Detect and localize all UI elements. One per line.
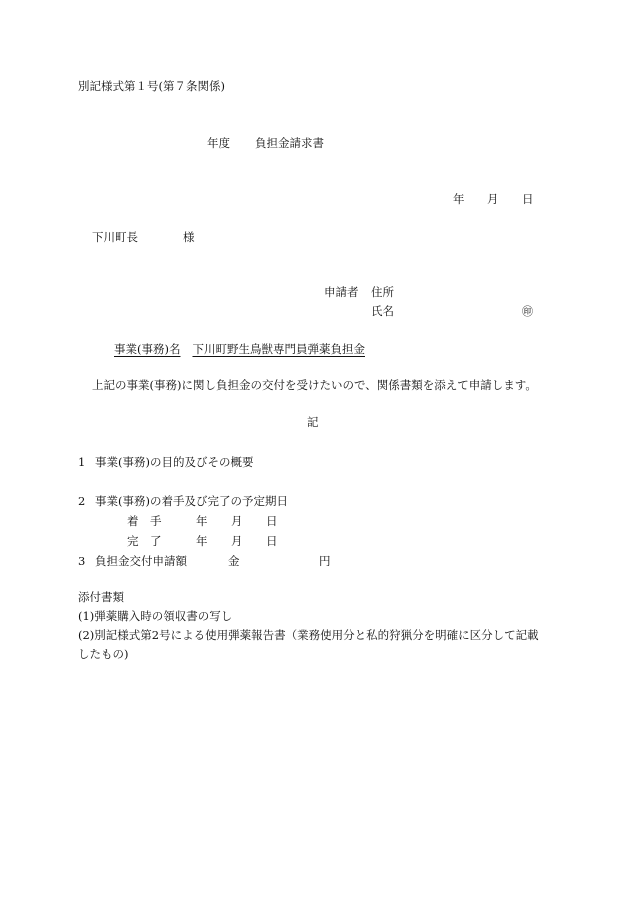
end-year-label: 年: [196, 534, 208, 548]
date-day-label: 日: [522, 192, 534, 206]
attachment-item-1: (1)弾薬購入時の領収書の写し: [78, 609, 233, 623]
start-month-label: 月: [231, 514, 243, 528]
ki-heading: 記: [307, 415, 319, 429]
attachment-item-2-continued: したもの): [78, 647, 129, 661]
item1-number: 1: [78, 455, 86, 469]
project-line: [114, 344, 365, 356]
attachment-item-2: (2)別記様式第2号による使用弾薬報告書（業務使用分と私的狩猟分を明確に区分して記載: [78, 628, 539, 642]
item3-text: 負担金交付申請額: [95, 554, 187, 568]
document-title: 負担金請求書: [255, 136, 324, 150]
end-label: 完 了: [127, 534, 162, 548]
start-year-label: 年: [196, 514, 208, 528]
fiscal-year-label: 年度: [207, 136, 230, 150]
project-label: 事業(事務)名: [114, 342, 181, 356]
date-month-label: 月: [487, 192, 499, 206]
addressee-name: 下川町長: [92, 230, 138, 244]
date-year-label: 年: [453, 192, 465, 206]
applicant-address-label: 住所: [371, 285, 394, 299]
form-number: 別記様式第１号(第７条関係): [78, 79, 225, 93]
request-sentence: 上記の事業(事務)に関し負担金の交付を受けたいので、関係書類を添えて申請します。: [92, 378, 537, 392]
item2-number: 2: [78, 494, 86, 508]
item2-text: 事業(事務)の着手及び完了の予定期日: [95, 494, 288, 508]
end-month-label: 月: [231, 534, 243, 548]
addressee-honorific: 様: [183, 230, 195, 244]
end-day-label: 日: [266, 534, 278, 548]
amount-yen-label: 円: [319, 554, 331, 568]
start-label: 着 手: [127, 514, 162, 528]
project-name: 下川町野生鳥獣専門員弾薬負担金: [192, 342, 365, 356]
start-day-label: 日: [266, 514, 278, 528]
seal-mark: ㊞: [522, 305, 533, 318]
attachments-title: 添付書類: [78, 590, 124, 604]
item1-text: 事業(事務)の目的及びその概要: [95, 455, 254, 469]
item3-number: 3: [78, 554, 86, 568]
applicant-label: 申請者: [324, 285, 359, 299]
applicant-name-label: 氏名: [371, 304, 394, 318]
amount-kin-label: 金: [228, 554, 240, 568]
